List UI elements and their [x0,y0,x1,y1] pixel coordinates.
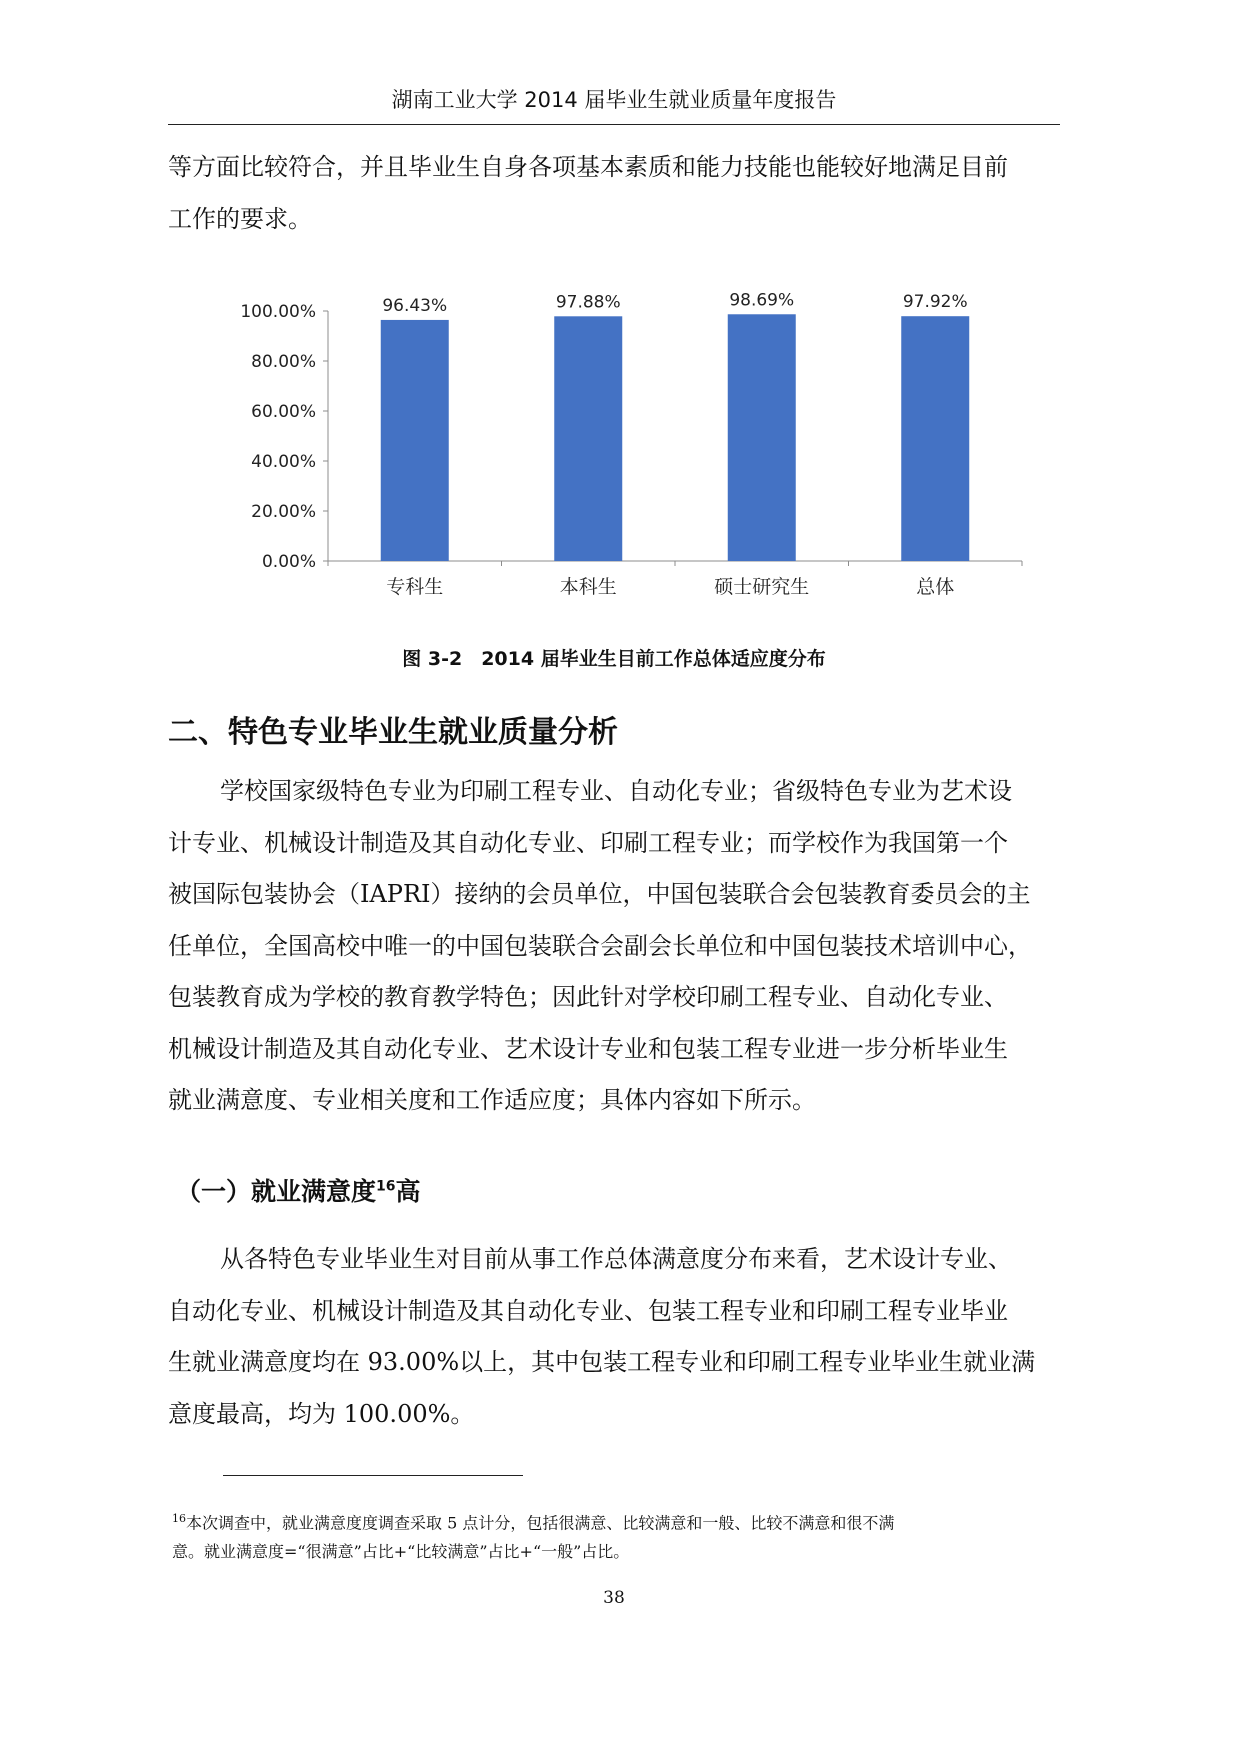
text-line: 任单位，全国高校中唯一的中国包装联合会副会长单位和中国包装技术培训中心， [168,931,1032,960]
category-label: 本科生 [559,576,617,598]
text-line: 机械设计制造及其自动化专业、艺术设计专业和包装工程专业进一步分析毕业生 [168,1034,1008,1063]
section-paragraph [168,766,1060,1127]
y-tick-label: 0.00% [261,552,316,572]
running-header: 湖南工业大学 2014 届毕业生就业质量年度报告 [391,88,837,112]
y-tick-label: 100.00% [240,302,316,322]
y-tick-label: 20.00% [251,502,316,522]
y-tick-label: 60.00% [251,402,316,422]
section-heading: 二、特色专业毕业生就业质量分析 [168,715,618,750]
text-line: 生就业满意度均在 93.00%以上，其中包装工程专业和印刷工程专业毕业生就业满 [168,1348,1036,1376]
figure-caption: 图 3-2 2014 届毕业生目前工作总体适应度分布 [402,648,826,670]
text-line: 被国际包装协会（IAPRI）接纳的会员单位，中国包装联合会包装教育委员会的主 [168,880,1031,908]
footnote-mark: 16 [172,1512,186,1525]
text-line: 自动化专业、机械设计制造及其自动化专业、包装工程专业和印刷工程专业毕业 [168,1296,1008,1325]
category-label: 硕士研究生 [714,576,810,598]
data-label: 97.92% [902,292,968,313]
text-line: 包装教育成为学校的教育教学特色；因此针对学校印刷工程专业、自动化专业、 [168,983,1008,1011]
page-number: 38 [603,1588,625,1608]
text-line: 从各特色专业毕业生对目前从事工作总体满意度分布来看，艺术设计专业、 [220,1245,1012,1273]
data-label: 96.43% [382,295,448,316]
header-rule [168,124,1060,125]
bar [728,314,796,561]
y-tick-label: 40.00% [251,452,316,472]
category-label: 专科生 [386,576,444,598]
text-line: 计专业、机械设计制造及其自动化专业、印刷工程专业；而学校作为我国第一个 [168,828,1008,857]
subsection-text-end: 高 [395,1177,421,1206]
intro-paragraph [168,142,1060,245]
footnote-line: 意。就业满意度=“很满意”占比+“比较满意”占比+“一般”占比。 [172,1542,630,1562]
footnote [172,1504,1060,1566]
subsection-heading [176,1172,421,1208]
subsection-paragraph [168,1234,1060,1440]
text-line: 学校国家级特色专业为印刷工程专业、自动化专业；省级特色专业为艺术设 [220,777,1012,805]
bar [381,320,449,561]
text-line: 等方面比较符合，并且毕业生自身各项基本素质和能力技能也能较好地满足目前 [168,153,1008,181]
footnote-rule [223,1475,523,1476]
y-tick-label: 80.00% [251,352,316,372]
text-line: 就业满意度、专业相关度和工作适应度；具体内容如下所示。 [168,1086,816,1114]
data-label: 98.69% [729,290,795,311]
data-label: 97.88% [555,292,621,313]
bar-chart [220,285,1040,615]
footnote-line: 本次调查中，就业满意度度调查采取 5 点计分，包括很满意、比较满意和一般、比较不满意和很不满 [186,1513,895,1533]
category-label: 总体 [916,576,955,598]
bar [901,316,969,561]
bar [554,316,622,561]
subsection-text: （一）就业满意度 [176,1177,377,1206]
footnote-ref[interactable]: 16 [376,1178,396,1195]
text-line: 意度最高，均为 100.00%。 [168,1399,475,1428]
text-line: 工作的要求。 [168,204,312,233]
